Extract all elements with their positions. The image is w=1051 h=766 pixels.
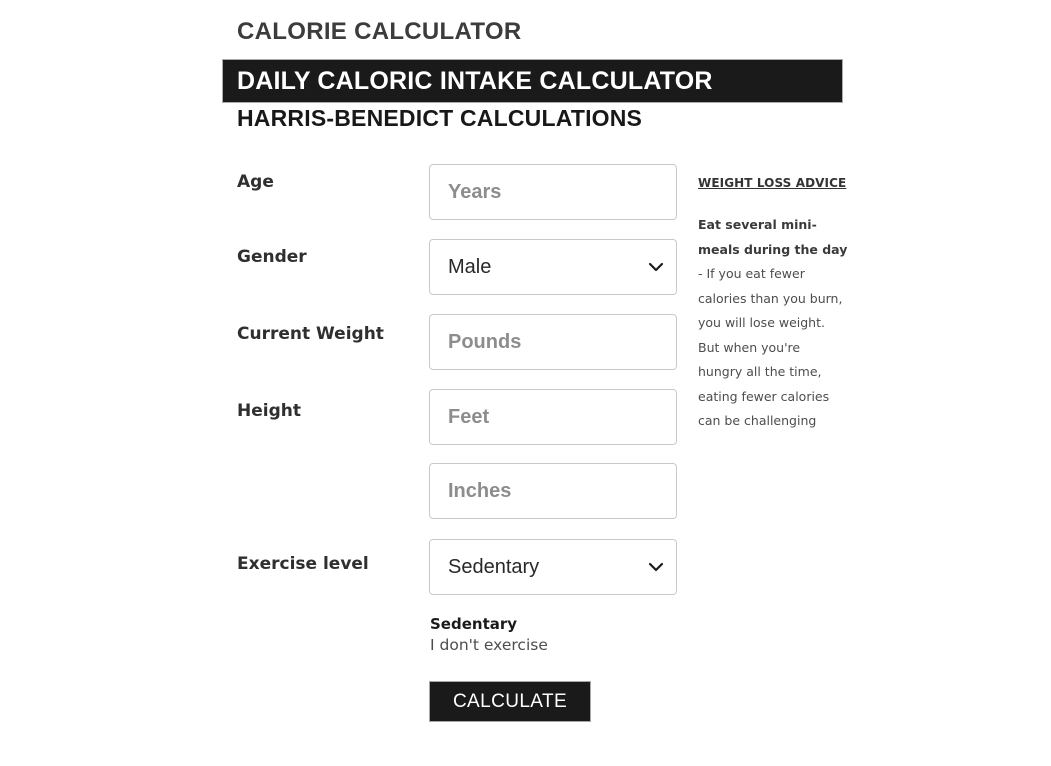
weight-loss-advice-link[interactable]: WEIGHT LOSS ADVICE [698, 176, 847, 190]
age-input[interactable] [429, 164, 677, 220]
gender-label: Gender [237, 247, 307, 267]
banner-title: DAILY CALORIC INTAKE CALCULATOR [237, 66, 713, 95]
banner [222, 59, 843, 103]
current-weight-input[interactable] [429, 314, 677, 370]
subtitle: HARRIS-BENEDICT CALCULATIONS [237, 105, 643, 131]
height-inches-input[interactable] [429, 463, 677, 519]
exercise-level-label: Exercise level [237, 554, 369, 574]
height-label: Height [237, 401, 301, 421]
exercise-selected-name: Sedentary [430, 615, 518, 633]
calculate-button[interactable]: CALCULATE [429, 681, 591, 722]
height-feet-input[interactable] [429, 389, 677, 445]
gender-select[interactable] [429, 239, 677, 295]
exercise-selected-description: I don't exercise [430, 636, 548, 654]
exercise-level-select[interactable] [429, 539, 677, 595]
page-title: CALORIE CALCULATOR [237, 18, 522, 45]
advice-text [698, 213, 848, 434]
advice-tip-body: - If you eat fewer calories than you burn, you will lose weight. But when you're hungry all the time, eating fewer calories can be challenging [698, 266, 843, 428]
age-label: Age [237, 172, 274, 192]
current-weight-label: Current Weight [237, 324, 384, 344]
advice-sidebar [698, 174, 848, 446]
advice-tip-title: Eat several mini-meals during the day [698, 217, 848, 257]
